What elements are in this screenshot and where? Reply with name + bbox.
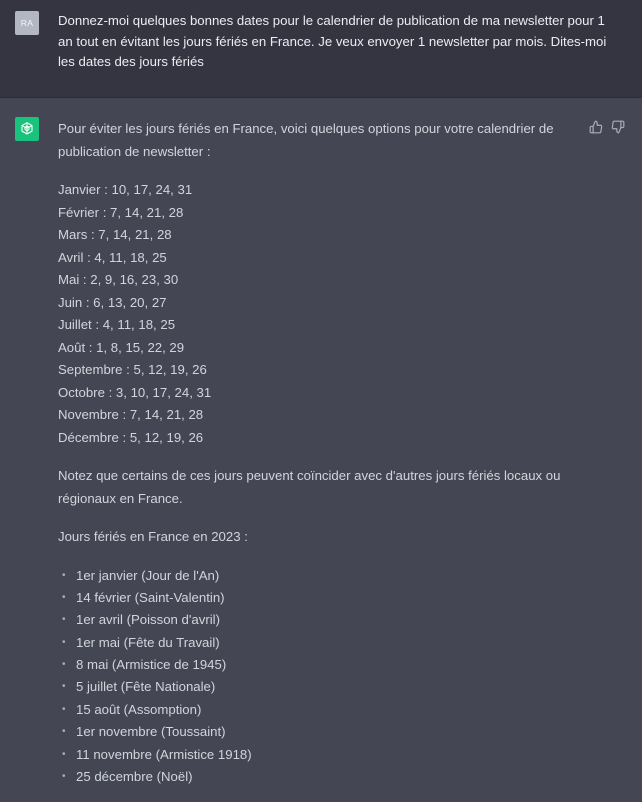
thumbs-down-icon[interactable] (611, 120, 625, 134)
user-message-text: Donnez-moi quelques bonnes dates pour le calendrier de publication de ma newsletter pour 1 an tout en évitant les jours fériés en France. Je veux envoyer 1 newsletter par mois. Dites-moi les dates des jours fériés (58, 13, 607, 69)
date-line: Octobre : 3, 10, 17, 24, 31 (58, 384, 212, 400)
bullet-icon: • (62, 636, 66, 648)
openai-logo-icon (15, 117, 39, 141)
list-item: • 1er novembre (Toussaint) (58, 721, 578, 743)
assistant-intro: Pour éviter les jours fériés en France, voici quelques options pour votre calendrier de publication de newsletter : (58, 121, 554, 159)
date-line: Mai : 2, 9, 16, 23, 30 (58, 272, 179, 287)
date-line: Mars : 7, 14, 21, 28 (58, 227, 172, 242)
list-item: • 8 mai (Armistice de 1945) (58, 654, 578, 676)
list-item: • 1er avril (Poisson d'avril) (58, 609, 578, 631)
date-line: Janvier : 10, 17, 24, 31 (58, 182, 193, 197)
bullet-icon: • (62, 726, 66, 738)
assistant-message-block (0, 98, 642, 802)
assistant-note: Notez que certains de ces jours peuvent coïncider avec d'autres jours fériés locaux ou régionaux en France. (58, 468, 561, 506)
list-item: • 15 août (Assomption) (58, 699, 578, 721)
list-item: • 5 juillet (Fête Nationale) (58, 676, 578, 698)
list-item: • 14 février (Saint-Valentin) (58, 587, 578, 609)
bullet-icon: • (62, 748, 66, 760)
list-item: • 1er janvier (Jour de l'An) (58, 565, 578, 587)
date-line: Juin : 6, 13, 20, 27 (58, 294, 167, 310)
bullet-icon: • (62, 659, 66, 671)
list-item: • 25 décembre (Noël) (58, 766, 578, 788)
date-line: Décembre : 5, 12, 19, 26 (58, 429, 204, 445)
publication-dates-list (58, 179, 578, 449)
bullet-icon: • (62, 681, 66, 693)
date-line: Février : 7, 14, 21, 28 (58, 204, 184, 220)
holidays-list (58, 565, 578, 789)
bullet-icon: • (62, 614, 66, 626)
thumbs-up-icon[interactable] (589, 120, 603, 134)
bullet-icon: • (62, 569, 66, 581)
user-avatar: RA (15, 11, 39, 35)
holidays-heading: Jours fériés en France en 2023 : (58, 529, 248, 544)
list-item: • 1er mai (Fête du Travail) (58, 632, 578, 654)
assistant-message-content (58, 118, 578, 788)
bullet-icon: • (62, 703, 66, 715)
date-line: Juillet : 4, 11, 18, 25 (58, 317, 176, 332)
date-line: Novembre : 7, 14, 21, 28 (58, 407, 204, 422)
list-item: • 11 novembre (Armistice 1918) (58, 744, 578, 766)
bullet-icon: • (62, 591, 66, 603)
date-line: Août : 1, 8, 15, 22, 29 (58, 339, 185, 355)
date-line: Avril : 4, 11, 18, 25 (58, 249, 167, 265)
bullet-icon: • (62, 771, 66, 783)
user-message-block (0, 0, 642, 98)
date-line: Septembre : 5, 12, 19, 26 (58, 362, 207, 377)
